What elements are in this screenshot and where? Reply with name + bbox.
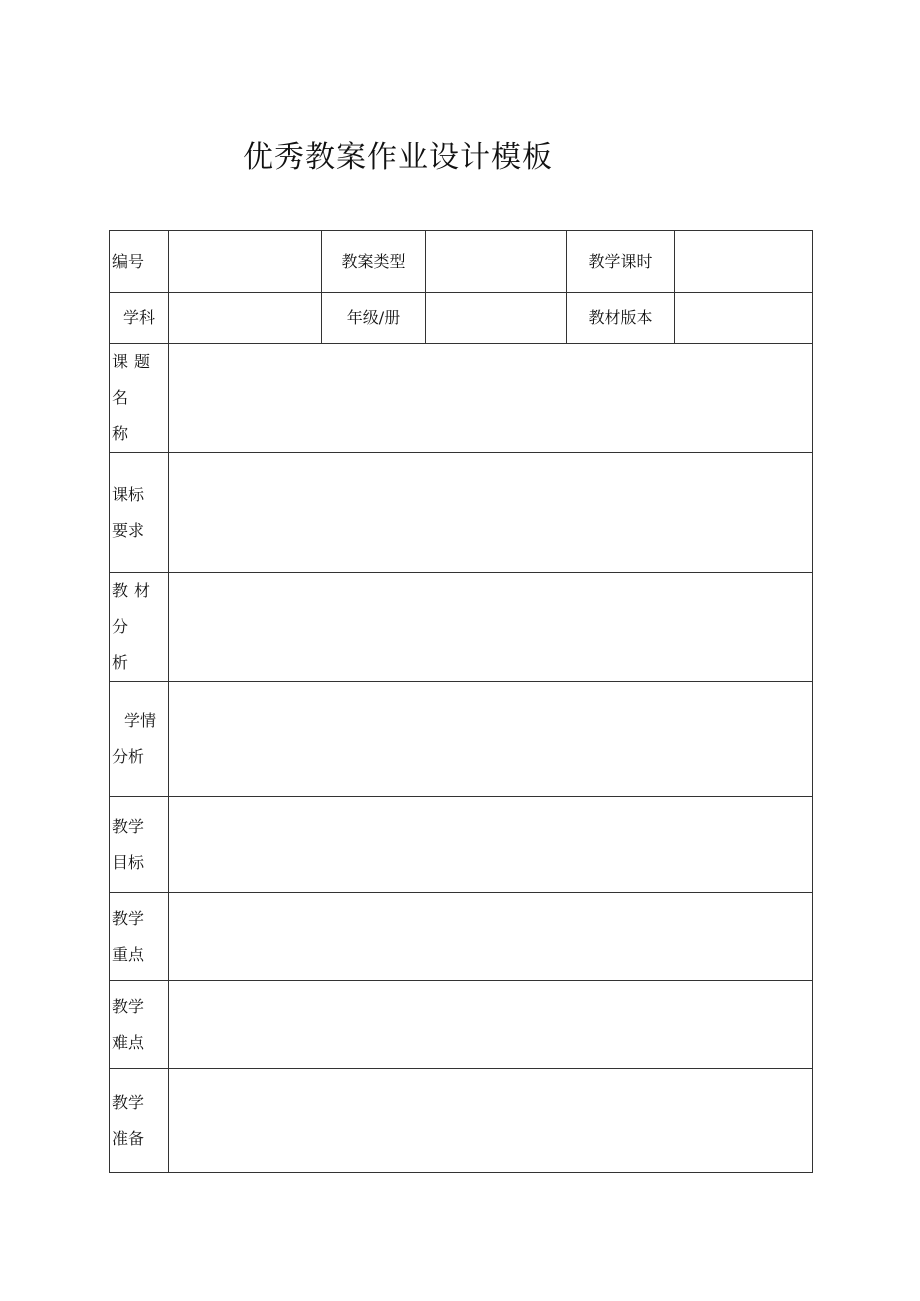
label-line: 析 xyxy=(112,653,135,672)
input-grade-volume[interactable] xyxy=(426,293,567,344)
form-row-curriculum xyxy=(110,453,813,573)
input-class-hours[interactable] xyxy=(675,231,813,293)
label-line: 目标 xyxy=(112,852,145,872)
input-subject[interactable] xyxy=(169,293,322,344)
label-plan-type: 教案类型 xyxy=(322,231,426,293)
label-key-points xyxy=(110,893,169,981)
input-key-points[interactable] xyxy=(169,893,813,981)
label-difficulties xyxy=(110,981,169,1069)
lesson-plan-form xyxy=(109,230,813,1173)
label-student-analysis xyxy=(110,682,169,797)
form-row-key-points xyxy=(110,893,813,981)
form-row-student-analysis xyxy=(110,682,813,797)
label-line: 教学 xyxy=(112,908,145,928)
form-row-basic-2 xyxy=(110,293,813,344)
input-curriculum-requirements[interactable] xyxy=(169,453,813,573)
form-row-topic xyxy=(110,344,813,453)
form-row-textbook-analysis xyxy=(110,573,813,682)
label-textbook-analysis xyxy=(110,573,169,682)
label-class-hours: 教学课时 xyxy=(567,231,675,293)
label-line: 教学 xyxy=(112,1092,145,1112)
input-textbook-analysis[interactable] xyxy=(169,573,813,682)
input-teaching-objectives[interactable] xyxy=(169,797,813,893)
label-grade-volume: 年级/册 xyxy=(322,293,426,344)
label-line: 难点 xyxy=(112,1032,145,1052)
input-difficulties[interactable] xyxy=(169,981,813,1069)
document-title: 优秀教案作业设计模板 xyxy=(243,140,553,175)
input-preparation[interactable] xyxy=(169,1069,813,1173)
input-textbook-edition[interactable] xyxy=(675,293,813,344)
label-line: 课题名 xyxy=(112,352,157,407)
label-preparation xyxy=(110,1069,169,1173)
label-line: 要求 xyxy=(112,520,145,540)
label-topic-name xyxy=(110,344,169,453)
form-row-basic-1 xyxy=(110,231,813,293)
label-line: 教材分 xyxy=(112,581,157,636)
input-plan-type[interactable] xyxy=(426,231,567,293)
input-student-analysis[interactable] xyxy=(169,682,813,797)
input-number[interactable] xyxy=(169,231,322,293)
label-line: 教学 xyxy=(112,816,145,836)
label-line: 重点 xyxy=(112,944,145,964)
label-subject: 学科 xyxy=(110,293,169,344)
form-row-objectives xyxy=(110,797,813,893)
label-line: 称 xyxy=(112,424,135,443)
input-topic-name[interactable] xyxy=(169,344,813,453)
label-teaching-objectives xyxy=(110,797,169,893)
form-row-difficulties xyxy=(110,981,813,1069)
label-curriculum-requirements xyxy=(110,453,169,573)
label-line: 准备 xyxy=(112,1128,145,1148)
label-line: 教学 xyxy=(112,996,145,1016)
label-line: 学情 xyxy=(124,711,157,730)
form-row-preparation xyxy=(110,1069,813,1173)
label-number: 编号 xyxy=(110,231,169,293)
label-textbook-edition: 教材版本 xyxy=(567,293,675,344)
label-line: 课标 xyxy=(112,484,145,504)
label-line: 分析 xyxy=(112,747,145,766)
